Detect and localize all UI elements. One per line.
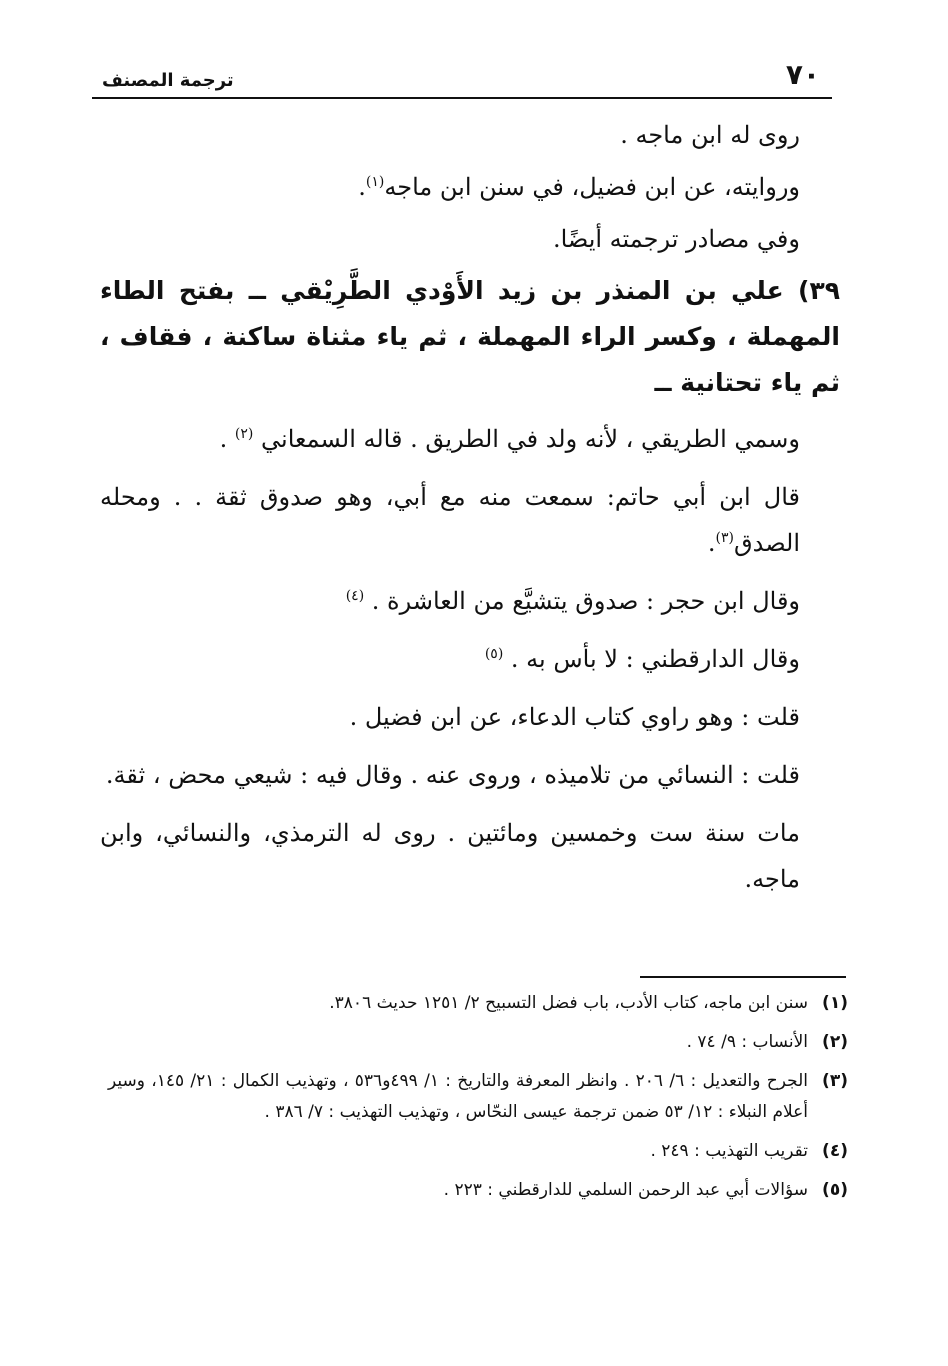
footnote [108,1066,848,1128]
footnote-text: الأنساب : ٩/ ٧٤ . [686,1032,808,1052]
paragraph: وقال الدارقطني : لا بأس به . $^{(٥)}$ [484,645,800,673]
paragraph: وروايته، عن ابن فضيل، في سنن ابن ماجه$^{(١)}$. [358,173,800,201]
page-number: ٧٠ [785,58,820,91]
footnote-number: (٣) [822,1071,848,1091]
footnote [108,1027,848,1058]
footnote-ref: (٣) [715,530,734,546]
entry-number: ٣٩) [798,276,840,305]
footnote [108,988,848,1019]
footnote-number: (٥) [822,1180,848,1200]
footnote-rule [640,976,846,978]
footnote-ref: (١) [365,174,385,190]
paragraph: روى له ابن ماجه . [620,121,800,149]
paragraph: قال ابن أبي حاتم: سمعت منه مع أبي، وهو صدوق ثقة . . ومحله الصدق$^{(٣)}$. [100,483,800,557]
footnote-ref: (٤) [345,588,365,604]
footnotes [108,988,848,1214]
footnote-text: تقريب التهذيب : ٢٤٩ . [650,1141,808,1161]
entry-title: علي بن المنذر بن زيد الأَوْدي الطَّرِيْقي ــ بفتح الطاء المهملة ، وكسر الراء المهملة ، ثم ياء مثناة ساكنة ، فقاف ، ثم ياء تحتانية ــ [100,276,840,397]
paragraph: مات سنة ست وخمسين ومائتين . روى له الترمذي، والنسائي، وابن ماجه. [100,819,800,893]
footnote [108,1136,848,1167]
paragraph: وسمي الطريقي ، لأنه ولد في الطريق . قاله السمعاني $^{(٢)}$ . [219,425,800,453]
running-title: ترجمة المصنف [102,70,234,91]
header-rule [92,97,832,99]
footnote [108,1175,848,1206]
paragraph: قلت : النسائي من تلاميذه ، وروى عنه . وقال فيه : شيعي محض ، ثقة. [105,761,800,789]
paragraph: وقال ابن حجر : صدوق يتشيَّع من العاشرة . $^{(٤)}$ [345,587,800,615]
footnote-ref: (٢) [234,426,254,442]
footnote-text: الجرح والتعديل : ٦/ ٢٠٦ . وانظر المعرفة والتاريخ : ١/ ٤٩٩و٥٣٦ ، وتهذيب الكمال : ٢١/ ١٤٥، وسير أعلام النبلاء : ١٢/ ٥٣ ضمن ترجمة عيسى النحّاس ، وتهذيب التهذيب : ٧/ ٣٨٦ . [108,1071,808,1122]
footnote-number: (١) [822,993,848,1013]
footnote-text: سنن ابن ماجه، كتاب الأدب، باب فضل التسبيح ٢/ ١٢٥١ حديث ٣٨٠٦. [329,993,808,1013]
main-text [100,112,840,914]
entry-heading [100,268,840,406]
paragraph: وفي مصادر ترجمته أيضًا. [552,225,800,253]
paragraph: قلت : وهو راوي كتاب الدعاء، عن ابن فضيل . [349,703,800,731]
page-header [92,56,832,96]
footnote-text: سؤالات أبي عبد الرحمن السلمي للدارقطني : ٢٢٣ . [443,1180,808,1200]
footnote-number: (٢) [822,1032,848,1052]
footnote-number: (٤) [822,1141,848,1161]
footnote-ref: (٥) [484,646,504,662]
